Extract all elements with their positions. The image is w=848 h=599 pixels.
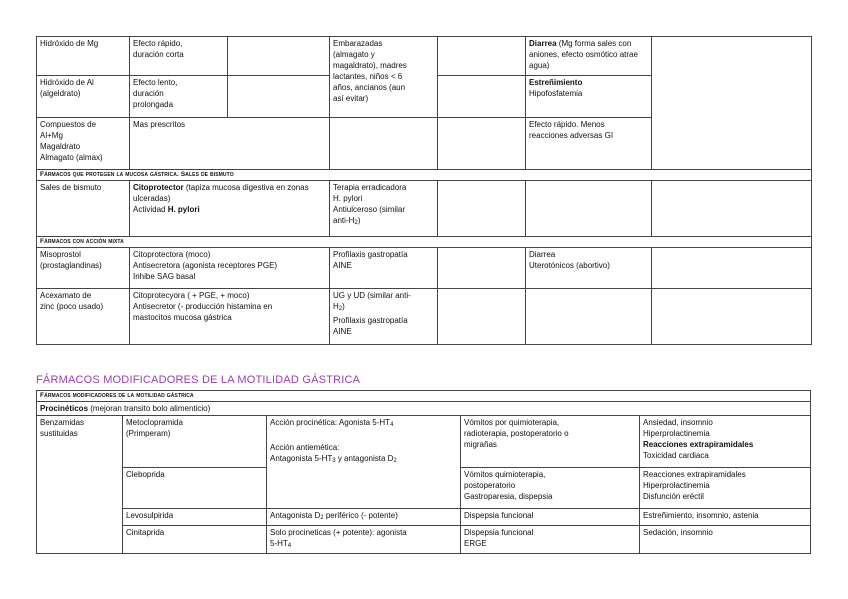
- section-header-bismuto: Fármacos que protegen la mucosa gástrica. Sales de bismuto: [37, 170, 812, 181]
- section-header-row: [37, 391, 811, 402]
- adverse-effects-cell: Estreñimiento Hipofosfatemia: [526, 76, 652, 118]
- table-row: [37, 248, 812, 289]
- adverse-effects-cell: Diarrea (Mg forma sales con aniones, efecto osmótico atrae agua): [526, 37, 652, 76]
- effect-cell: Citoprotecyora ( + PGE, + moco) Antisecretor (- producción histamina en mastocitos mucosa gástrica: [130, 289, 330, 345]
- drug-name-cell: Hidróxido de Mg: [37, 37, 130, 76]
- table-row: [37, 289, 812, 345]
- effect-cell: Efecto lento, duración prolongada: [130, 76, 228, 118]
- drug-name-cell: Sales de bismuto: [37, 181, 130, 237]
- table-row: [37, 402, 811, 416]
- drug-name-cell: Cinitaprida: [123, 526, 267, 554]
- uses-cell: Dispepsia funcional ERGE: [461, 526, 640, 554]
- adverse-effects-cell: Efecto rápido. Menos reacciones adversas GI: [526, 118, 652, 170]
- uses-cell: Vómitos quimioterapia, postoperatorio Gastroparesia, dispepsia: [461, 468, 640, 509]
- table-row: [37, 416, 811, 468]
- adverse-effects-cell: Estreñimiento, insomnio, astenia: [640, 509, 811, 526]
- antacid-table: [36, 36, 812, 345]
- uses-cell: UG y UD (similar anti- H2) Profilaxis gastropatía AINE: [330, 289, 438, 345]
- drug-name-cell: Hidróxido de Al (algeldrato): [37, 76, 130, 118]
- effect-cell: Citoprotector (tapiza mucosa digestiva en zonas ulceradas) Actividad H. pylori: [130, 181, 330, 237]
- adverse-effects-cell: Reacciones extrapiramidales Hiperprolactinemia Disfunción eréctil: [640, 468, 811, 509]
- drug-name-cell: Misoprostol (prostaglandinas): [37, 248, 130, 289]
- section-header-row: [37, 237, 812, 248]
- drug-name-cell: Compuestos de Al+Mg Magaldrato Almagato (almax): [37, 118, 130, 170]
- drug-name-cell: Levosulpirida: [123, 509, 267, 526]
- effect-cell: Mas prescritos: [130, 118, 330, 170]
- procineticos-heading: Procinéticos (mejoran transito bolo alimenticio): [37, 402, 811, 416]
- uses-cell: Vómitos por quimioterapia, radioterapia, postoperatorio o migrañas: [461, 416, 640, 468]
- uses-cell: Terapia erradicadora H. pylori Antiulceroso (similar anti-H2): [330, 181, 438, 237]
- table-row: [37, 509, 811, 526]
- table-row: [37, 526, 811, 554]
- section-title-motilidad: FÁRMACOS MODIFICADORES DE LA MOTILIDAD GÁSTRICA: [36, 374, 361, 386]
- adverse-effects-cell: Diarrea Uterotónicos (abortivo): [526, 248, 652, 289]
- group-cell: Benzamidas sustituidas: [37, 416, 123, 554]
- section-header-motilidad: Fármacos modificadores de la motilidad gástrica: [37, 391, 811, 402]
- drug-name-cell: Cleboprida: [123, 468, 267, 509]
- drug-name-cell: Metoclopramida (Primperam): [123, 416, 267, 468]
- drug-name-cell: Acexamato de zinc (poco usado): [37, 289, 130, 345]
- adverse-effects-cell: Sedación, insomnio: [640, 526, 811, 554]
- action-cell: Solo procineticas (+ potente): agonista 5-HT4: [267, 526, 461, 554]
- adverse-effects-cell: Ansiedad, insomnio Hiperprolactinemia Reacciones extrapiramidales Toxicidad cardiaca: [640, 416, 811, 468]
- uses-cell: Dispepsia funcional: [461, 509, 640, 526]
- table-row: [37, 37, 812, 76]
- effect-cell: Citoprotectora (moco) Antisecretora (agonista receptores PGE) Inhibe SAG basal: [130, 248, 330, 289]
- action-cell: Acción procinética: Agonista 5-HT4 Acción antiemética: Antagonista 5-HT3 y antagonista D2: [267, 416, 461, 509]
- uses-cell: Profilaxis gastropatía AINE: [330, 248, 438, 289]
- motility-table: [36, 390, 811, 554]
- table-row: [37, 181, 812, 237]
- contraindication-cell: Embarazadas (almagato y magaldrato), madres lactantes, niños < 6 años, ancianos (aun así evitar): [330, 37, 438, 118]
- action-cell: Antagonista D2 periférico (- potente): [267, 509, 461, 526]
- effect-cell: Efecto rápido, duración corta: [130, 37, 228, 76]
- section-header-mixta: Fármacos con acción mixta: [37, 237, 812, 248]
- section-header-row: [37, 170, 812, 181]
